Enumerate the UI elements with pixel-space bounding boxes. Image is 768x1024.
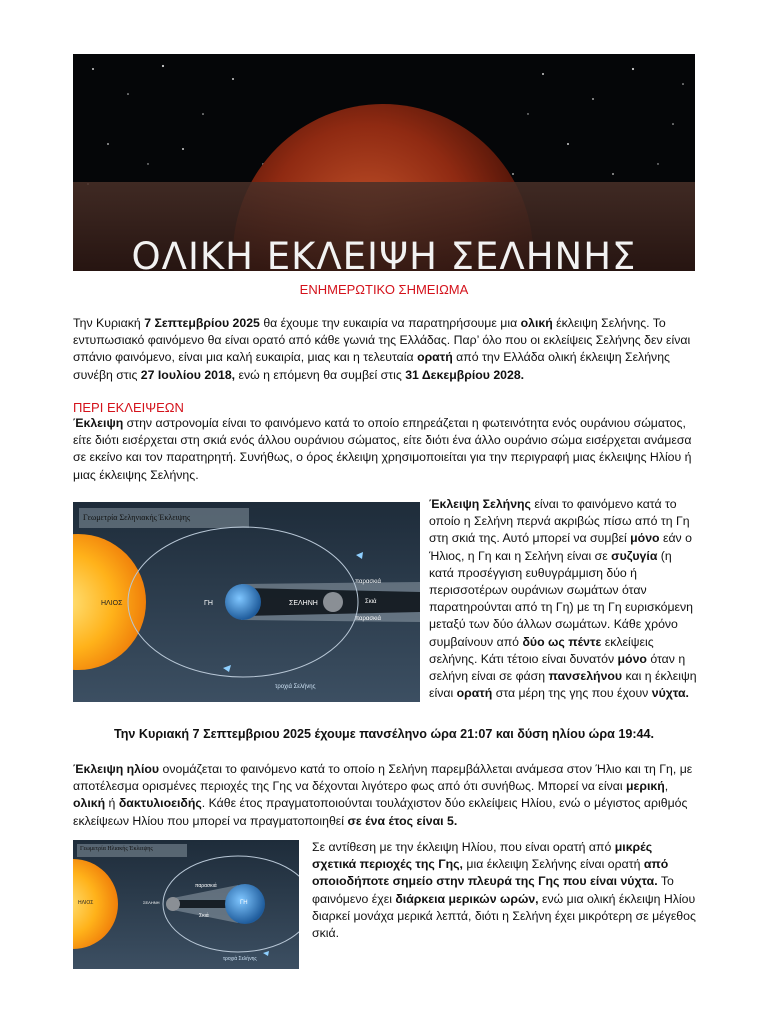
lunar-fig-umbra: Σκιά (365, 599, 377, 605)
solar-fig-sun-label: ΗΛΙΟΣ (78, 900, 94, 906)
lunar-eclipse-paragraph: Έκλειψη Σελήνης είναι το φαινόμενο κατά το οποίο η Σελήνη περνά ακριβώς πίσω από τη Γη στη σκιά της. Αυτό μπορεί να συμβεί μόνο εάν ο Ήλιος, η Γη και η Σελήνη είναι σε συζυγία (η κατά προσέγγιση ευθυγράμμιση δύο ή περισσοτέρων ουράνιων σωμάτων όταν παρατηρούνται από τη Γη) με τη Γη ευρισκόμενη μεταξύ των δύο άλλων σωμάτων. Κάθε χρόνο συμβαίνουν από δύο ως πέντε εκλείψεις σελήνης. Κάτι τέτοιο είναι δυνατόν μόνο όταν η σελήνη είναι σε φάση πανσελήνου και η έκλειψη είναι ορατή στα μέρη της γης που έχουν νύχτα. (429, 497, 697, 701)
about-paragraph: Έκλειψη στην αστρονομία είναι το φαινόμενο κατά το οποίο επηρεάζεται η φωτεινότητα ενός ουράνιου σώματος, είτε διότι εισέρχεται στη σκιά ενός άλλου ουράνιου σώματος, είτε διότι ένα άλλο ουράνιο σώμα εισέρχεται ανάμεσα σε εκείνο και τον παρατηρητή. Συνήθως, ο όρος έκλειψη χρησιμοποιείται για την περιγραφή μιας έκλειψης Ηλίου ή μιας έκλειψης Σελήνης. (73, 416, 692, 482)
banner-title: ΟΛΙΚΗ ΕΚΛΕΙΨΗ ΣΕΛΗΝΗΣ (131, 235, 637, 271)
lunar-fig-penumbra-bottom: παρασκιά (355, 616, 381, 622)
intro-paragraph: Την Κυριακή 7 Σεπτεμβρίου 2025 θα έχουμε την ευκαιρία να παρατηρήσουμε μια ολική έκλειψη Σελήνης. Το εντυπωσιακό φαινόμενο θα είναι ορατό από κάθε γωνιά της Ελλάδας. Παρ’ όλο που οι εκλείψεις Σελήνης δεν είναι σπάνιο φαινόμενο, είναι μια καλή ευκαιρία, μιας και η τελευταία ορατή από την Ελλάδα ολική έκλειψη Σελήνης συνέβη στις 27 Ιουλίου 2018, ενώ η επόμενη θα συμβεί στις 31 Δεκεμβρίου 2028. (73, 316, 691, 382)
solar-fig-orbit: τροχιά Σελήνης (223, 956, 257, 962)
solar-eclipse-figure (73, 840, 299, 969)
solar-fig-penumbra: παρασκιά (195, 883, 217, 889)
solar-fig-earth-label: ΓΗ (240, 900, 248, 906)
solar-fig-moon-label: ΣΕΛΗΝΗ (143, 900, 160, 905)
memo-heading: ΕΝΗΜΕΡΩΤΙΚΟ ΣΗΜΕΙΩΜΑ (299, 282, 469, 297)
lunar-fig-sun-label: ΗΛΙΟΣ (101, 600, 123, 607)
comparison-paragraph: Σε αντίθεση με την έκλειψη Ηλίου, που είναι ορατή από μικρές σχετικά περιοχές της Γης, μια έκλειψη Σελήνης είναι ορατή από οποιοδήποτε σημείο στην πλευρά της Γης που είναι νύχτα. Το φαινόμενο έχει διάρκεια μερικών ωρών, ενώ μια ολική έκλειψη Ηλίου διαρκεί μονάχα μερικά λεπτά, διότι η Σελήνη έχει μικρότερη σε μέγεθος σκιά. (312, 840, 696, 941)
lunar-fig-earth-label: ΓΗ (204, 600, 213, 607)
solar-fig-title: Γεωμετρία Ηλιακής Έκλειψης (80, 846, 153, 852)
full-moon-line: Την Κυριακή 7 Σεπτεμβριου 2025 έχουμε πανσέληνο ώρα 21:07 και δύση ηλίου ώρα 19:44. (113, 727, 655, 741)
lunar-fig-title: Γεωμετρία Σεληνιακής Έκλειψης (83, 513, 191, 522)
solar-eclipse-paragraph: Έκλειψη ηλίου ονομάζεται το φαινόμενο κατά το οποίο η Σελήνη παρεμβάλλεται ανάμεσα στον Ήλιο και τη Γη, με αποτέλεσμα ορισμένες περιοχές της Γης να δέχονται λιγότερο φως από ότι συνήθως. Μπορεί να είναι μερική, ολική ή δακτυλιοειδής. Κάθε έτος πραγματοποιούνται τουλάχιστον δύο εκλείψεις Ηλίου, ενώ ο μέγιστος αριθμός εκλείψεων Ηλίου που μπορεί να πραγματοποιηθεί σε ένα έτος είναι 5. (73, 762, 693, 828)
lunar-eclipse-figure (73, 502, 420, 702)
banner (73, 54, 695, 271)
solar-fig-umbra: Σκιά (199, 913, 209, 919)
about-heading: ΠΕΡΙ ΕΚΛΕΙΨΕΩΝ (73, 400, 184, 415)
lunar-fig-orbit: τροχιά Σελήνης (275, 684, 316, 690)
lunar-fig-penumbra-top: παρασκιά (355, 579, 381, 585)
lunar-fig-moon-label: ΣΕΛΗΝΗ (289, 600, 318, 607)
